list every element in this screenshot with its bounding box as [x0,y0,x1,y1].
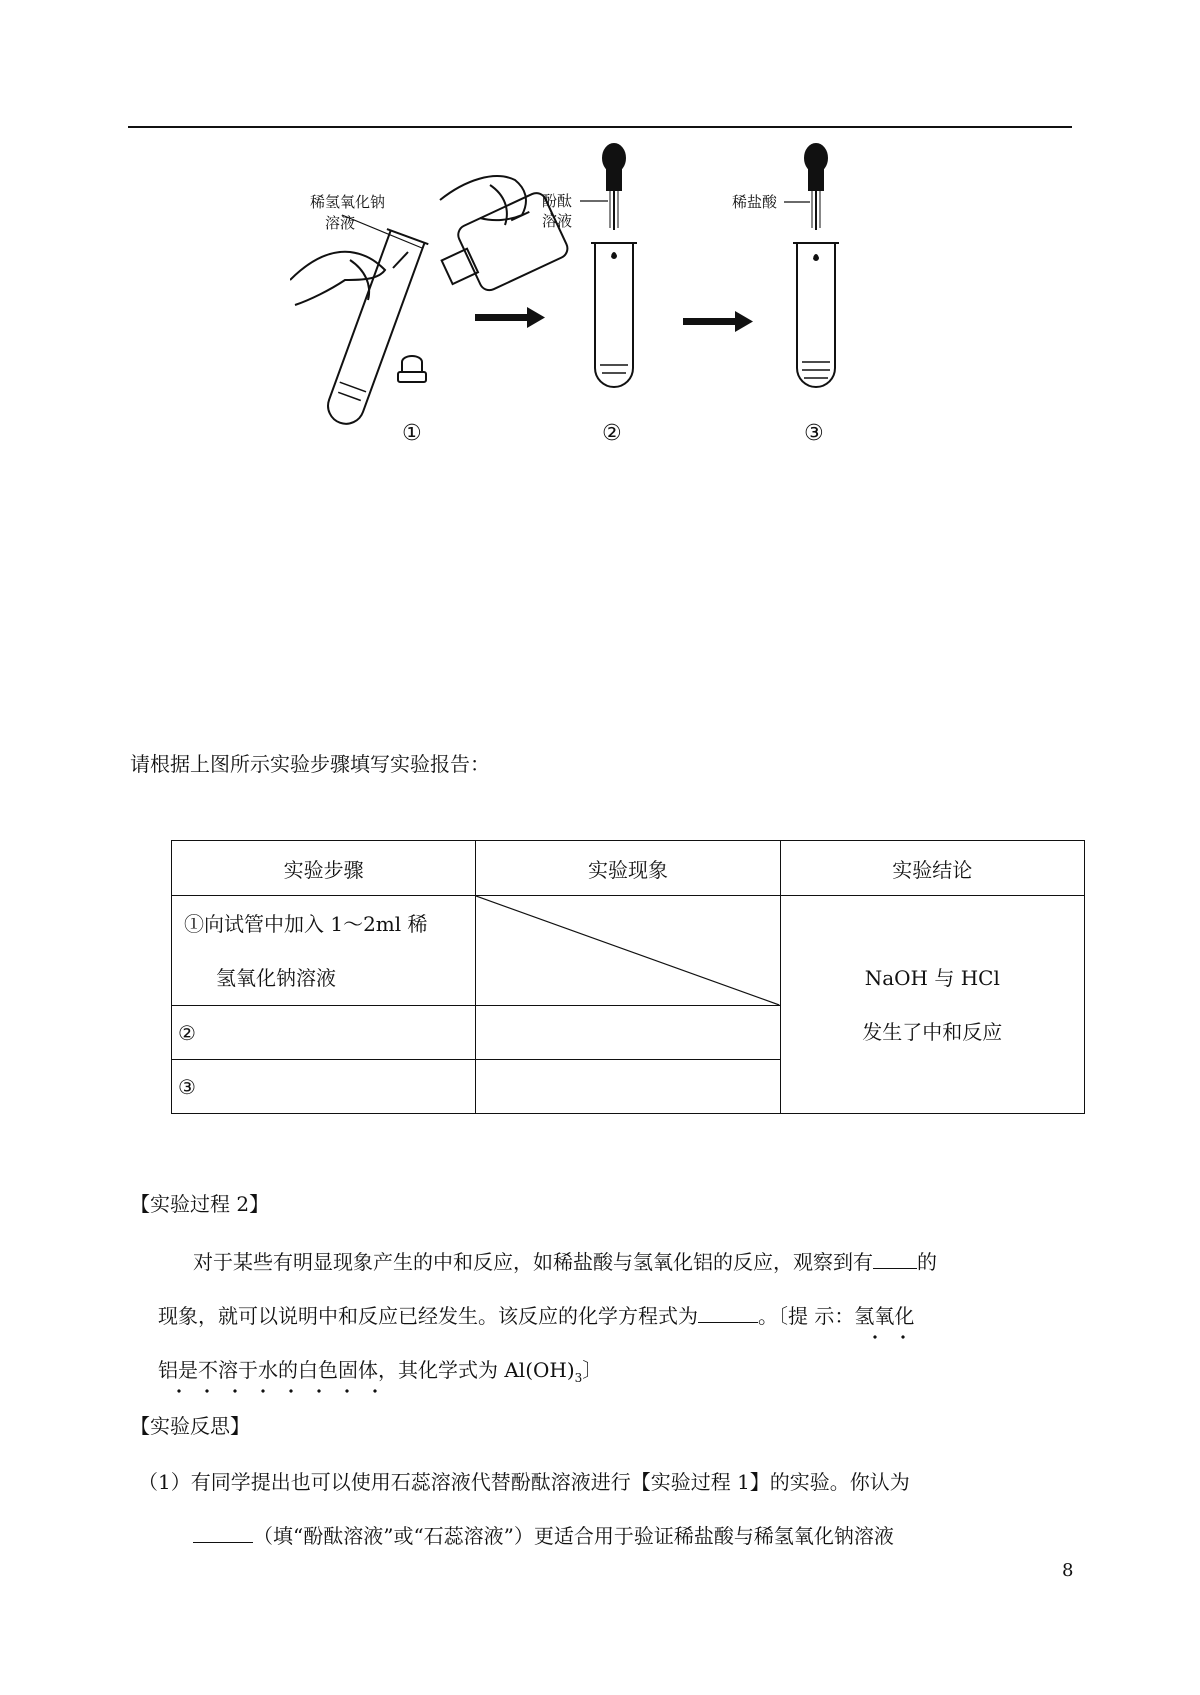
reflection-heading: 【实验反思】 [130,1414,250,1438]
step2-drawing [580,144,637,387]
step1-line1: ①向试管中加入 1～2ml 稀 [184,911,428,936]
step2-cell: ② [172,1006,476,1060]
diagonal-line [476,896,779,1005]
emphasis-insoluble: 铝是不溶于水的白色固体 [158,1358,378,1382]
arrow-1 [475,307,545,328]
process2-heading: 【实验过程 2】 [130,1192,270,1216]
header-step: 实验步骤 [172,841,476,896]
instruction-text: 请根据上图所示实验步骤填写实验报告： [130,752,490,776]
blank-phenomenon[interactable] [873,1250,917,1269]
step3-drawing [784,144,839,387]
step3-phenomenon-blank[interactable] [476,1060,780,1114]
process2-line1: 对于某些有明显现象产生的中和反应，如稀盐酸与氢氧化铝的反应，观察到有 的 [193,1250,937,1274]
step2-phenomenon-blank[interactable] [476,1006,780,1060]
label-naoh: 稀氢氧化钠 [310,193,386,211]
process2-line3: 铝是不溶于水的白色固体 ，其化学式为 $Al(OH)_3$〕 [158,1356,602,1392]
step1-line2: 氢氧化钠溶液 [216,965,336,990]
label-naoh-2: 溶液 [325,214,356,232]
blank-equation[interactable] [698,1304,758,1323]
step-label-1: ① [402,421,422,446]
step3-cell: ③ [172,1060,476,1114]
step1-phenomenon-crossed [476,896,780,1006]
conclusion-line1: NaOH 与 HCl [864,965,1000,990]
experiment-illustration [290,140,890,460]
label-hcl: 稀盐酸 [732,193,778,211]
step1-cell [172,896,476,1006]
reflection-q1-line1: （1）有同学提出也可以使用石蕊溶液代替酚酞溶液进行【实验过程 1】的实验。你认为 [138,1470,910,1494]
process2-line2: 现象，就可以说明中和反应已经发生。该反应的化学方程式为 。〔提 示：氢氧化 [158,1302,914,1330]
conclusion-line2: 发生了中和反应 [862,1019,1003,1044]
page-number: 8 [1062,1560,1074,1581]
experiment-figure [290,140,890,460]
reflection-q1-line2: （填“酚酞溶液”或“石蕊溶液”）更适合用于验证稀盐酸与稀氢氧化钠溶液 [193,1522,894,1550]
blank-indicator-choice[interactable] [193,1524,253,1543]
step-label-2: ② [602,421,622,446]
label-phenolphthalein: 酚酞 [542,192,573,210]
label-phenolphthalein-2: 溶液 [542,212,573,230]
report-table [171,840,1085,1114]
emphasis-hydroxide: 氢氧化 [854,1304,914,1328]
header-phenomenon: 实验现象 [476,841,780,896]
header-conclusion: 实验结论 [780,841,1084,896]
header-rule [128,126,1072,128]
step-label-3: ③ [804,421,824,446]
conclusion-cell [780,896,1084,1114]
arrow-2 [683,311,753,332]
